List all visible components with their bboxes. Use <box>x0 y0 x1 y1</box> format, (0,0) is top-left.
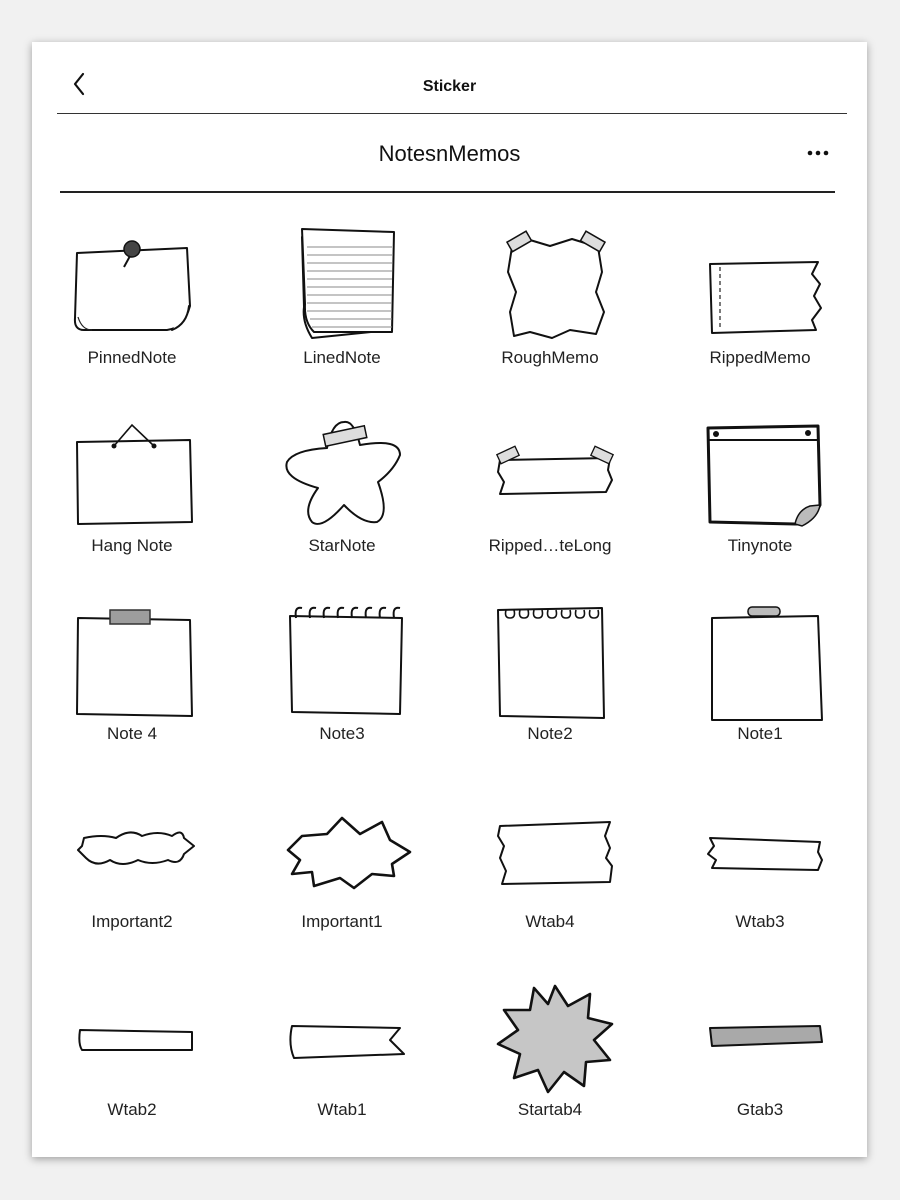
rough-memo-icon <box>490 212 620 332</box>
sticker-label: Note 4 <box>106 724 158 743</box>
lined-note-icon <box>282 212 412 332</box>
sticker-label: Wtab2 <box>107 1100 157 1119</box>
spiral-note-icon <box>490 588 620 708</box>
section-header <box>32 114 867 192</box>
wide-tab-icon <box>490 776 620 896</box>
sticker-label: Ripped…teLong <box>488 536 612 555</box>
page-title: Sticker <box>422 78 477 95</box>
sticker-label: Tinynote <box>727 536 793 555</box>
taped-note-icon <box>72 588 202 708</box>
sticker-label: Startab4 <box>517 1100 583 1119</box>
sticker-label: LinedNote <box>303 348 381 367</box>
sticker-label: PinnedNote <box>87 348 177 367</box>
sticker-label: Gtab3 <box>736 1100 784 1119</box>
sticker-label: Wtab4 <box>525 912 575 931</box>
section-divider <box>60 191 835 193</box>
sticker-tile-hangnote[interactable] <box>32 390 232 565</box>
sticker-label: StarNote <box>308 536 376 555</box>
gray-tab-icon <box>700 964 830 1084</box>
sticker-tile-note2[interactable] <box>450 578 650 753</box>
spiral-notepad-icon <box>282 588 412 708</box>
sticker-tile-note4[interactable] <box>32 578 232 753</box>
sticker-tile-gtab3[interactable] <box>660 954 860 1129</box>
ribbon-tab-icon <box>282 964 412 1084</box>
sticker-label: Note1 <box>737 724 783 743</box>
sticker-label: Wtab1 <box>317 1100 367 1119</box>
sticker-label: RoughMemo <box>501 348 599 367</box>
sticker-tile-wtab3[interactable] <box>660 766 860 941</box>
sticker-tile-linednote[interactable] <box>242 202 442 377</box>
sticker-tile-important1[interactable] <box>242 766 442 941</box>
sticker-label: RippedMemo <box>709 348 811 367</box>
clipped-note-icon <box>700 588 830 708</box>
sticker-tile-starnote[interactable] <box>242 390 442 565</box>
torn-tab-icon <box>700 776 830 896</box>
sticker-label: Important1 <box>301 912 383 931</box>
sticker-tile-note1[interactable] <box>660 578 860 753</box>
sticker-label: Important2 <box>91 912 173 931</box>
more-options-button[interactable] <box>803 142 833 164</box>
tiny-note-icon <box>700 400 830 520</box>
sticker-label: Note3 <box>319 724 365 743</box>
top-bar <box>32 42 867 114</box>
sticker-label: Hang Note <box>91 536 173 555</box>
burst-label-icon <box>282 776 412 896</box>
sticker-tile-wtab1[interactable] <box>242 954 442 1129</box>
sticker-tile-wtab2[interactable] <box>32 954 232 1129</box>
star-burst-icon <box>490 964 620 1084</box>
sticker-tile-note3[interactable] <box>242 578 442 753</box>
ripped-note-long-icon <box>490 400 620 520</box>
scalloped-label-icon <box>72 776 202 896</box>
sticker-tile-pinnednote[interactable] <box>32 202 232 377</box>
hang-note-icon <box>72 400 202 520</box>
sticker-tile-wtab4[interactable] <box>450 766 650 941</box>
ripped-memo-icon <box>700 212 830 332</box>
sticker-tile-rippednotelong[interactable] <box>450 390 650 565</box>
sticker-label: Note2 <box>527 724 573 743</box>
star-note-icon <box>282 400 412 520</box>
sticker-tile-important2[interactable] <box>32 766 232 941</box>
sticker-tile-rippedmemo[interactable] <box>660 202 860 377</box>
sticker-panel <box>32 42 867 1157</box>
more-horizontal-icon <box>803 142 833 164</box>
pinned-note-icon <box>72 212 202 332</box>
sticker-tile-startab4[interactable] <box>450 954 650 1129</box>
section-title: NotesnMemos <box>378 141 521 166</box>
sticker-label: Wtab3 <box>735 912 785 931</box>
sticker-tile-roughmemo[interactable] <box>450 202 650 377</box>
sticker-tile-tinynote[interactable] <box>660 390 860 565</box>
flat-tab-icon <box>72 964 202 1084</box>
